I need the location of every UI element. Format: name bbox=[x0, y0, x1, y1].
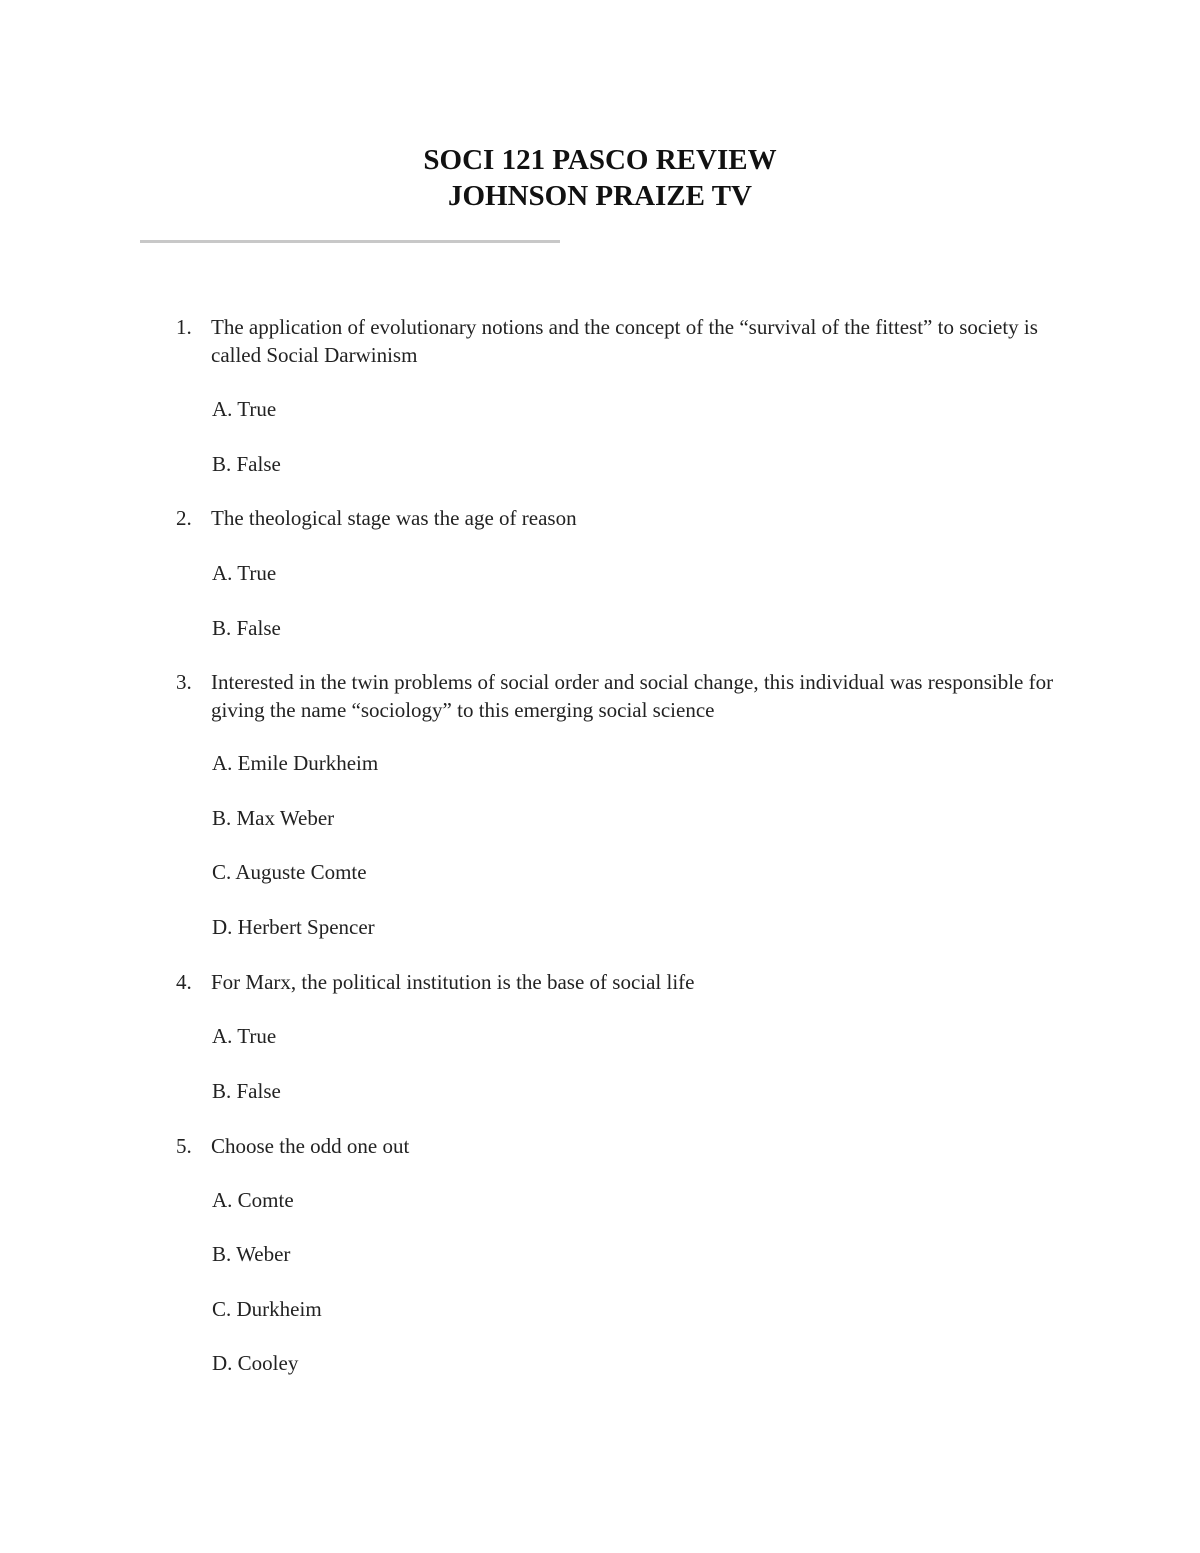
option-2a: A. True bbox=[212, 561, 277, 585]
option-1b: B. False bbox=[212, 452, 281, 476]
option-3c: C. Auguste Comte bbox=[212, 860, 367, 884]
title-divider bbox=[140, 240, 560, 243]
option-5d: D. Cooley bbox=[212, 1351, 299, 1375]
option-5a: A. Comte bbox=[212, 1188, 294, 1212]
option-3d: D. Herbert Spencer bbox=[212, 915, 375, 939]
option-2b: B. False bbox=[212, 616, 281, 640]
question-text: Interested in the twin problems of social order and social change, this individual was responsible for giving the name “sociology” to this emerging social science bbox=[211, 670, 1054, 722]
option-4b: B. False bbox=[212, 1079, 281, 1103]
option-1a: A. True bbox=[212, 397, 277, 421]
option-5b: B. Weber bbox=[212, 1242, 291, 1266]
question-text: Choose the odd one out bbox=[211, 1134, 410, 1158]
question-number: 3. bbox=[176, 670, 192, 694]
option-5c: C. Durkheim bbox=[212, 1297, 322, 1321]
question-number: 4. bbox=[176, 970, 192, 994]
page-title bbox=[0, 142, 1200, 214]
question-number: 2. bbox=[176, 506, 192, 530]
question-text: For Marx, the political institution is the base of social life bbox=[211, 970, 695, 994]
option-4a: A. True bbox=[212, 1024, 277, 1048]
option-3b: B. Max Weber bbox=[212, 806, 335, 830]
title-line-2: JOHNSON PRAIZE TV bbox=[447, 180, 753, 212]
question-number: 1. bbox=[176, 315, 192, 339]
option-3a: A. Emile Durkheim bbox=[212, 751, 379, 775]
title-line-1: SOCI 121 PASCO REVIEW bbox=[423, 144, 777, 176]
question-text: The theological stage was the age of reason bbox=[211, 506, 577, 530]
question-number: 5. bbox=[176, 1134, 192, 1158]
question-text: The application of evolutionary notions and the concept of the “survival of the fittest” to society is called Social Darwinism bbox=[211, 315, 1038, 367]
